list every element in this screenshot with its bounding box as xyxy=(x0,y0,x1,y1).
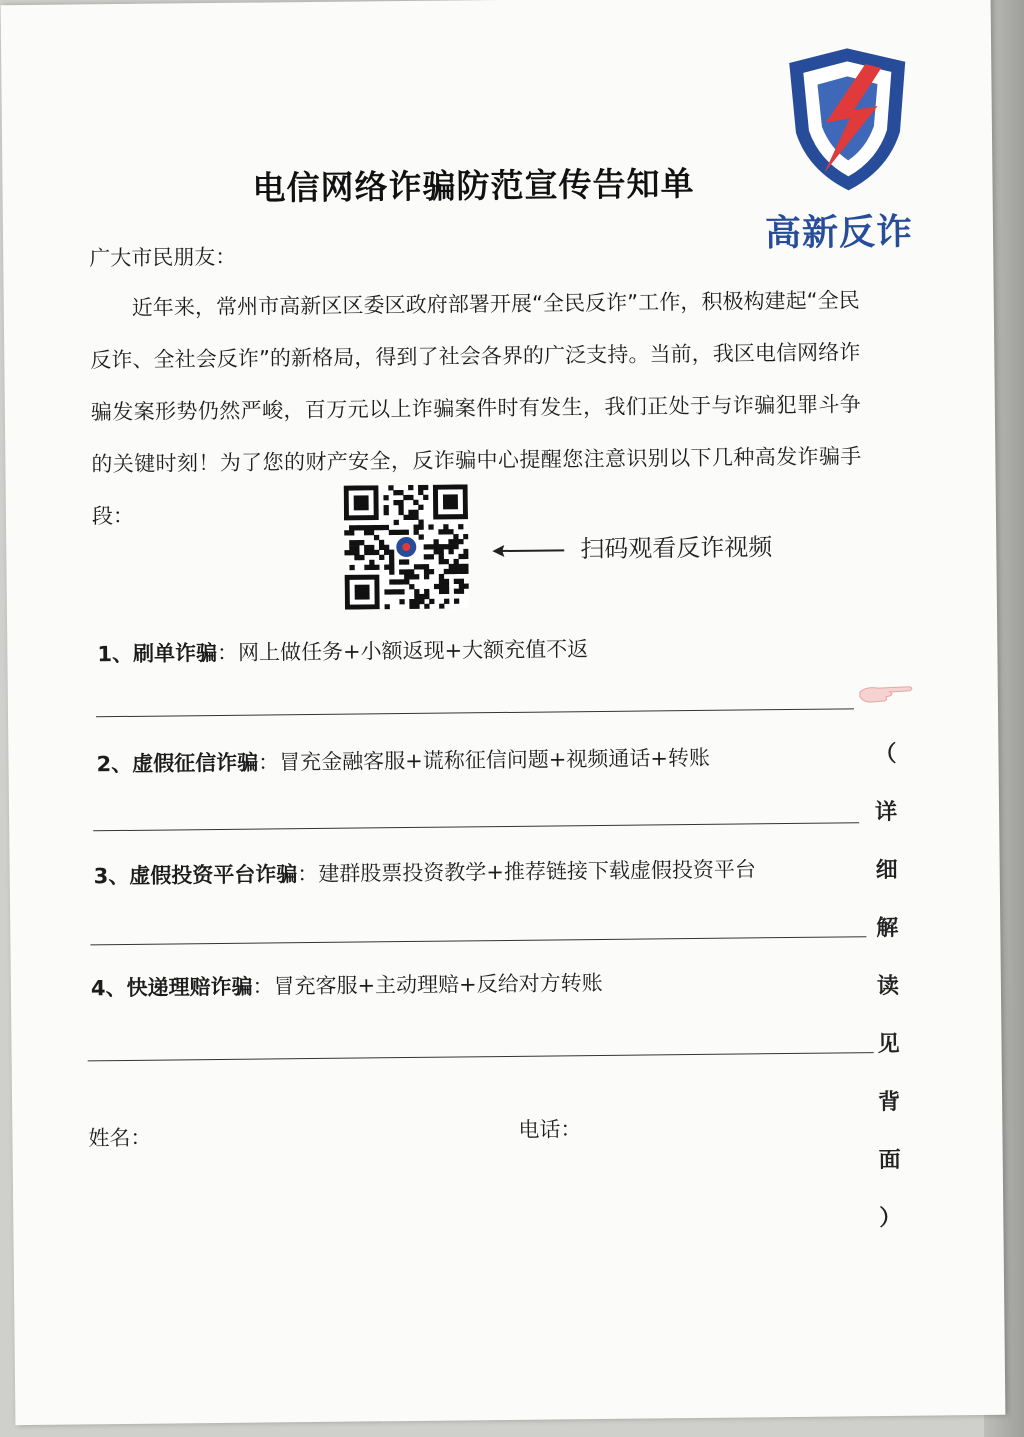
arrow-left-icon xyxy=(492,544,564,557)
method-label: 2、虚假征信诈骗 xyxy=(96,750,259,777)
intro-paragraph: 近年来，常州市高新区区委区政府部署开展“全民反诈”工作，积极构建起“全民反诈、全社会反诈”的新格局，得到了社会各界的广泛支持。当前，我区电信网络诈骗发案形势仍然严峻，百万元以上诈骗案件时有发生，我们正处于与诈骗犯罪斗争的关键时刻！为了您的财产安全，反诈骗中心提醒您注意识别以下几种高发诈骗手段： xyxy=(90,288,862,529)
logo-text: 高新反诈 xyxy=(764,211,914,255)
notice-sheet xyxy=(1,0,1006,1425)
answer-line[interactable] xyxy=(96,708,854,717)
method-label: 1、刷单诈骗 xyxy=(97,640,218,667)
method-item xyxy=(91,967,603,1002)
method-item xyxy=(94,853,757,890)
answer-line[interactable] xyxy=(93,822,859,831)
method-label: 3、虚假投资平台诈骗 xyxy=(93,862,298,889)
answer-line[interactable] xyxy=(90,936,866,945)
qr-code[interactable] xyxy=(344,484,469,609)
side-note: （ 详 细 解 读 见 背 面 ） xyxy=(874,741,902,1232)
method-item xyxy=(96,742,710,778)
method-desc: ：冒充客服+主动理赔+反给对方转账 xyxy=(252,970,603,999)
method-item xyxy=(97,633,588,668)
name-field-label[interactable]: 姓名： xyxy=(88,1125,152,1151)
method-desc: ：网上做任务+小额返现+大额充值不返 xyxy=(216,637,589,665)
qr-caption: 扫码观看反诈视频 xyxy=(580,533,773,564)
method-desc: ：建群股票投资教学+推荐链接下载虚假投资平台 xyxy=(297,857,757,887)
answer-line[interactable] xyxy=(88,1052,874,1061)
shield-lightning-icon xyxy=(777,44,919,195)
page-title: 电信网络诈骗防范宣传告知单 xyxy=(252,163,695,208)
phone-field-label[interactable]: 电话： xyxy=(518,1117,582,1142)
pointing-hand-icon xyxy=(856,682,916,707)
method-label: 4、快递理赔诈骗 xyxy=(90,974,253,1001)
logo xyxy=(764,44,923,255)
method-desc: ：冒充金融客服+谎称征信问题+视频通话+转账 xyxy=(258,745,711,775)
salutation: 广大市民朋友： xyxy=(89,244,237,271)
